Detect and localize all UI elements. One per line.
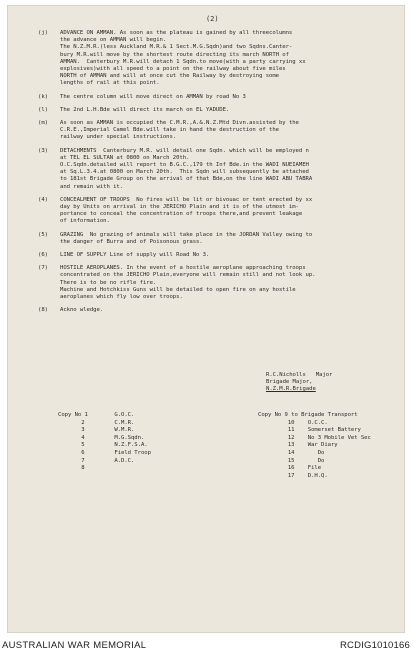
paragraph [38, 197, 398, 226]
paragraph-line: Ackno wledge. [60, 307, 104, 314]
distribution-entry: Copy No 1 G.O.C. [58, 412, 135, 418]
paragraph-line: explosives)with all speed to a point on the railway about five miles [60, 66, 286, 73]
paragraph-number: (6) [38, 252, 48, 259]
paragraph-number: (m) [38, 120, 48, 127]
paragraph [38, 107, 398, 114]
paragraph-line: portance to conceal the concentration of troops there,and prevent leakage [60, 211, 303, 218]
paragraph-line: at TEL EL SULTAN at 0800 on March 20th. [60, 154, 190, 161]
paragraph-line: bury M.R.will move by the shortest route directing its march NORTH of [60, 51, 289, 58]
distribution-list-left [58, 412, 151, 473]
paragraph-line: day by Units on arrival in the JERICHO Plain and it is of the utmost im- [60, 204, 299, 211]
distribution-entry: 2 C.M.R. [58, 419, 135, 426]
paragraph-number: (3) [38, 147, 48, 154]
footer-record-id: RCDIG1010166 [340, 640, 410, 651]
paragraph-line: aeroplanes which fly low over troops. [60, 294, 183, 301]
paragraph-line: ADVANCE ON AMMAN. As soon as the plateau is gained by all threecolumns [60, 30, 293, 36]
paragraph-line: The centre column will move direct on AMMAN by road No 3 [60, 93, 246, 100]
signature-block [266, 372, 332, 394]
distribution-entry: 10 O.C.C. [258, 419, 328, 426]
footer [0, 638, 414, 654]
signature-unit: N.Z.M.R.Brigade [266, 386, 316, 393]
paragraph-line: the danger of Burra and of Poisonous grass. [60, 238, 203, 245]
paragraph [38, 252, 398, 259]
document-body [38, 15, 398, 479]
paragraph-line: As soon as AMMAN is occupied the C.M.R.,A.&.N.Z.Mtd Divn.assisted by the [60, 120, 299, 127]
distribution-entry: 15 Do [258, 457, 325, 464]
distribution-entry: 17 D.H.Q. [258, 472, 328, 479]
distribution-entry: 12 No 3 Mobile Vet Sec [258, 434, 371, 441]
paragraph-line: the advance on AMMAN will begin. [60, 37, 167, 44]
distribution-entry: 13 War Diary [258, 442, 338, 449]
signature-name: R.C.Nicholls Major [266, 372, 333, 378]
paragraph-line: Machine and Hotchkiss Guns will be detailed to open fire on any hostile [60, 286, 296, 293]
paragraph [38, 265, 398, 301]
paragraph-line: The N.Z.M.R.(less Auckland M.R.& 1 Sect.M.G.Sqdn)and two Sqdns.Canter- [60, 44, 293, 51]
paragraph-line: CONCEALMENT OF TROOPS No fires will be lit or bivouac or tent erected by xx [60, 196, 313, 203]
paragraph-line: LINE OF SUPPLY Line of supply will Road No 3. [60, 252, 210, 259]
paragraph-line: of information. [60, 218, 110, 225]
footer-source: AUSTRALIAN WAR MEMORIAL [2, 640, 147, 651]
paragraph-line: C.R.E.,Imperial Camel Bde.will take in hand the destruction of the [60, 127, 279, 134]
paragraph-number: (7) [38, 265, 48, 272]
signature-title: Brigade Major, [266, 379, 313, 386]
paragraph-list [38, 30, 398, 315]
distribution-entry: 6 Field Troop [58, 449, 151, 456]
paragraph-line: lengths of rail at this point. [60, 80, 160, 87]
distribution-entry: 11 Somerset Battery [258, 427, 361, 434]
paragraph-line: AMMAN. Canterbury M.R.will detach 1 Sqdn.to move(with a party carrying xx [60, 58, 306, 65]
distribution-entry: Copy No 9 to Brigade Transport [258, 412, 358, 418]
distribution-list-right [258, 412, 371, 480]
paragraph [38, 30, 398, 88]
paragraph [38, 120, 398, 142]
paragraph [38, 94, 398, 101]
paragraph-number: (8) [38, 307, 48, 314]
distribution-entry: 5 N.Z.F.S.A. [58, 442, 148, 449]
paragraph [38, 148, 398, 191]
document-sheet [8, 6, 404, 632]
page-number: (2) [206, 15, 219, 23]
distribution-entry: 7 A.D.C. [58, 457, 135, 464]
paragraph-number: (l) [38, 106, 48, 113]
distribution-entry: 14 Do [258, 449, 325, 456]
paragraph-line: at Sq.L.3.4.at 0800 on March 20th. This Sqdn will subsequently be attached [60, 169, 309, 176]
paragraph-line: DETACHMENTS Canterbury M.R. will detail one Sqdn. which will be employed n [60, 147, 309, 154]
paragraph-line: HOSTILE AEROPLANES. In the event of a hostile aeroplane approaching troops [60, 265, 306, 272]
distribution-entry: 3 W.M.R. [58, 427, 135, 434]
paragraph-line: GRAZING No grazing of animals will take place in the JORDAN Valley owing to [60, 231, 313, 238]
paragraph-line: and remain with it. [60, 183, 124, 190]
paragraph [38, 232, 398, 246]
paragraph-line: There is to be no rifle fire. [60, 279, 157, 286]
paragraph-number: (5) [38, 231, 48, 238]
distribution-entry: 16 File [258, 465, 322, 472]
paragraph-line: NORTH of AMMAN and will at once cut the Railway by destroying some [60, 73, 279, 80]
paragraph-line: concentrated on the JERICHO Plain,everyone will remain still and not look up. [60, 272, 316, 279]
paragraph [38, 307, 398, 314]
distribution-entry: 4 M.G.Sqdn. [58, 434, 145, 441]
paragraph-line: to 181st Brigade Group on the arrival of that Bde,on the line WADI ABU TABRA [60, 176, 313, 183]
paragraph-line: The 2nd L.H.Bde will direct its march on EL YADUDE. [60, 106, 230, 113]
paragraph-number: (4) [38, 196, 48, 203]
paragraph-number: (j) [38, 30, 48, 36]
paragraph-number: (k) [38, 93, 48, 100]
distribution-entry: 8 [58, 465, 85, 472]
paragraph-line: railway under special instructions. [60, 134, 177, 141]
paragraph-line: O.C.Sqdn.detailed will report to B.G.C.,179 th Inf Bde.in the WADI NUEIAMEH [60, 162, 309, 169]
